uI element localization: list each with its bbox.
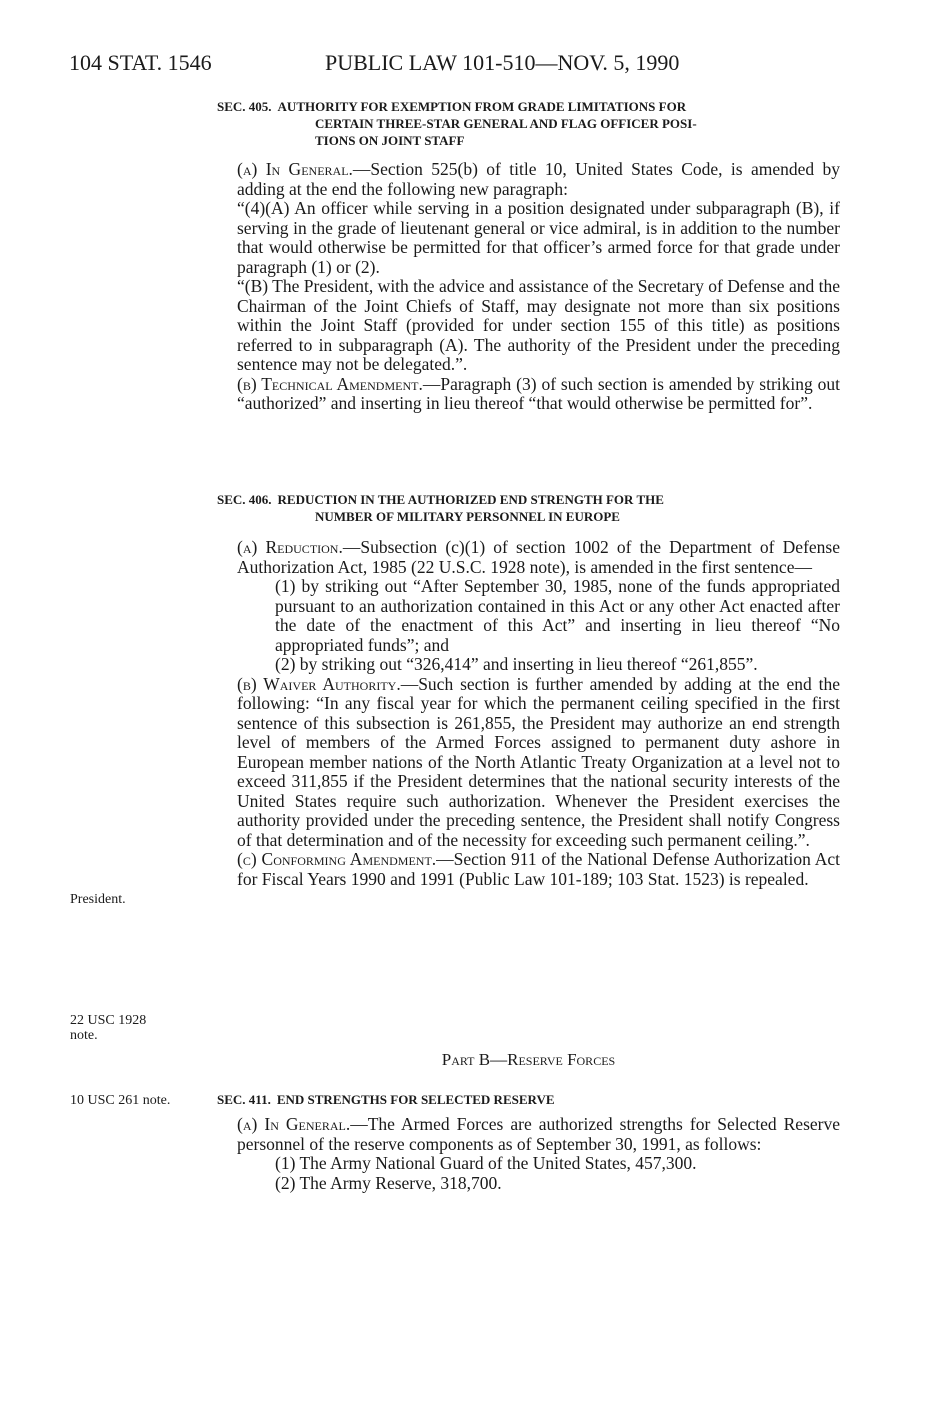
margin-note-22-usc (70, 1013, 200, 1043)
margin-note-10-usc: 10 USC 261 note. (70, 1093, 171, 1108)
sec-405-title-line3: TIONS ON JOINT STAFF (315, 133, 465, 148)
sec-411-title: END STRENGTHS FOR SELECTED RESERVE (276, 1092, 555, 1107)
margin-note-22-usc-line2: note. (70, 1028, 98, 1043)
sec-411-number: SEC. 411. (217, 1092, 271, 1107)
sec-405-paragraph-4a: “(4)(A) An officer while serving in a position designated under subparagraph (B), if serving in the grade of lieutenant general or vice admiral, is in addition to the number that would otherwise be permitted for that officer’s armed force for that grade under paragraph (1) or (2). (237, 198, 840, 277)
sec-406-c-text: —Section 911 of the National Defense Authorization Act for Fiscal Years 1990 and 1991 (Public Law 101-189; 103 Stat. 1523) is repealed. (237, 849, 841, 889)
sec-406-subsection-a (217, 538, 840, 577)
sec-406-heading (217, 491, 842, 525)
sec-405-paragraph-b: “(B) The President, with the advice and assistance of the Secretary of Defense and the Chairman of the Joint Chiefs of Staff, may designate not more than six positions within the Joint Staff (provided for under section 155 of this title) as positions referred to in subparagraph (A). The authority of the President under the preceding sentence may not be delegated.”. (237, 276, 840, 374)
sec-406-a-text: —Subsection (c)(1) of section 1002 of the Department of Defense Authorization Act, 1985 (22 U.S.C. 1928 note), is amended in the first sentence— (237, 537, 840, 577)
sec-406-a-label: (a) Reduction. (237, 537, 343, 557)
sec-405-b-text: —Paragraph (3) of such section is amended by striking out “authorized” and inserting in lieu thereof “that would otherwise be permitted for”. (237, 373, 840, 413)
sec-405-heading (217, 98, 842, 149)
sec-405-b-label: (b) Technical Amendment. (237, 373, 423, 394)
sec-406-b-label: (b) Waiver Authority. (237, 673, 401, 694)
sec-406-subsection-c (217, 850, 840, 889)
sec-411-item-1: (1) The Army National Guard of the United States, 457,300. (275, 1153, 697, 1173)
sec-406-c-label: (c) Conforming Amendment. (237, 849, 437, 869)
sec-405-title-line1: AUTHORITY FOR EXEMPTION FROM GRADE LIMITATIONS FOR (277, 99, 687, 114)
sec-411-item-2: (2) The Army Reserve, 318,700. (275, 1172, 502, 1193)
sec-406-b-text: —Such section is further amended by adding at the end the following: “In any fiscal year for which the permanent ceiling specified in the first sentence of this subsection is 261,855, the President may authorize an end strength level of members of the Armed Forces assigned to permanent duty ashore in European member nations of the North Atlantic Treaty Organization at a level not to exceed 311,855 if the President determines that the national security interests of the United States require such authorization. Whenever the President exercises the authority provided under the preceding sentence, the President shall notify Congress of that determination and of the necessity for exceeding such permanent ceiling.”. (237, 673, 840, 850)
sec-411-a-text: —The Armed Forces are authorized strengths for Selected Reserve personnel of the reserve components as of September 30, 1991, as follows: (237, 1114, 840, 1154)
sec-406-number: SEC. 406. (217, 492, 272, 507)
sec-411-a-label: (a) In General. (237, 1114, 351, 1134)
page-stat-citation: 104 STAT. 1546 (69, 50, 212, 75)
sec-405-number: SEC. 405. (217, 99, 272, 114)
sec-406-item-1: (1) by striking out “After September 30, 1985, none of the funds appropriated pursuant to an authorization contained in this Act or any other Act enacted after the date of the enactment of this Act” and inserting in lieu thereof “No appropriated funds”; and (275, 576, 840, 655)
sec-405-a-label: (a) In General. (237, 159, 353, 179)
sec-405-title-line2: CERTAIN THREE-STAR GENERAL AND FLAG OFFICER POSI- (315, 116, 697, 131)
sec-406-title-line2: NUMBER OF MILITARY PERSONNEL IN EUROPE (315, 509, 620, 524)
sec-411-heading (217, 1091, 842, 1108)
sec-406-item-2: (2) by striking out “326,414” and inserting in lieu thereof “261,855”. (275, 654, 758, 674)
sec-405-body (217, 160, 840, 414)
sec-411-subsection-a (217, 1115, 840, 1154)
sec-405-a-text: —Section 525(b) of title 10, United States Code, is amended by adding at the end the following new paragraph: (237, 159, 841, 199)
sec-411-body (217, 1115, 840, 1193)
sec-406-body (217, 538, 840, 889)
sec-406-title-line1: REDUCTION IN THE AUTHORIZED END STRENGTH FOR THE (277, 492, 664, 507)
sec-406-subsection-b (217, 675, 840, 851)
part-b-heading: Part B—Reserve Forces (441, 1050, 616, 1069)
page-title: PUBLIC LAW 101-510—NOV. 5, 1990 (325, 50, 680, 75)
margin-note-president: President. (70, 892, 126, 907)
sec-405-subsection-b (217, 375, 840, 414)
sec-405-subsection-a (217, 160, 840, 199)
margin-note-22-usc-line1: 22 USC 1928 (70, 1013, 147, 1028)
